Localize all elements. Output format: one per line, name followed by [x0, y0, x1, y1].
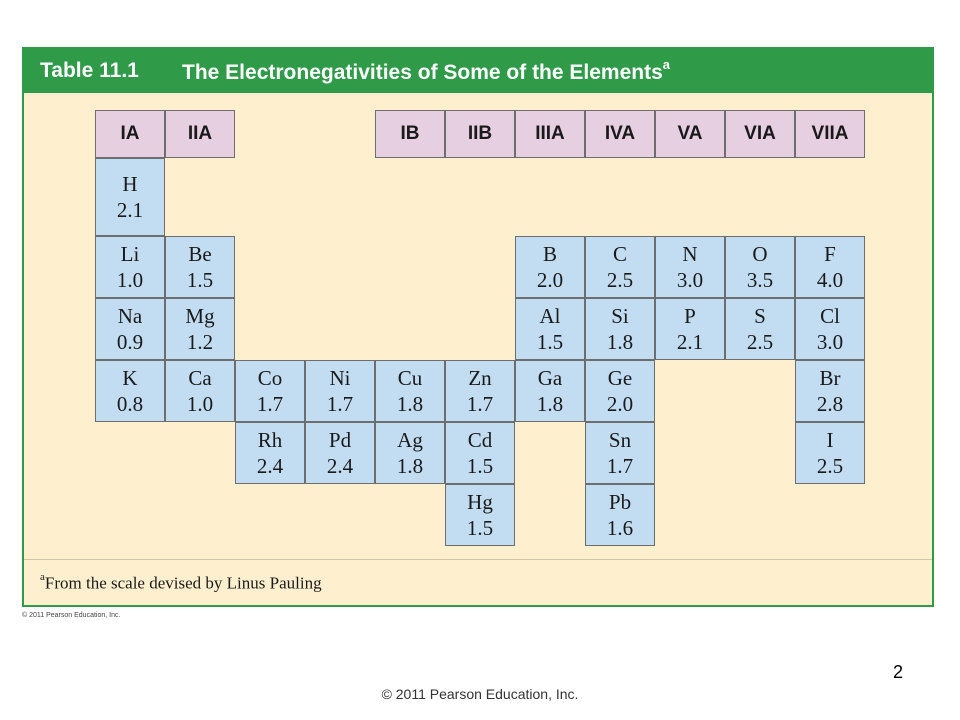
element-symbol: Be	[188, 242, 212, 266]
table-number: Table 11.1	[40, 59, 139, 82]
element-value: 1.6	[606, 516, 634, 540]
element-symbol: P	[684, 304, 696, 328]
element-cell-mg	[165, 298, 235, 360]
element-symbol: Hg	[467, 490, 493, 514]
element-value: 1.5	[466, 454, 494, 478]
small-copyright: © 2011 Pearson Education, Inc.	[22, 612, 121, 619]
element-value: 4.0	[816, 268, 844, 292]
element-cell-o	[725, 236, 795, 298]
element-symbol: Rh	[257, 428, 283, 452]
element-symbol: Pb	[608, 490, 632, 514]
element-value: 1.5	[536, 330, 564, 354]
element-value: 2.1	[116, 198, 144, 222]
table-title-bar	[24, 49, 932, 93]
element-value: 2.4	[326, 454, 354, 478]
table-title	[182, 59, 670, 85]
element-value: 0.8	[116, 392, 144, 416]
element-cell-br	[795, 360, 865, 422]
element-symbol: F	[824, 242, 836, 266]
group-header-iib: IIB	[445, 110, 515, 158]
element-value: 1.5	[466, 516, 494, 540]
group-header-iva: IVA	[585, 110, 655, 158]
element-symbol: Sn	[608, 428, 632, 452]
element-cell-rh	[235, 422, 305, 484]
element-cell-b	[515, 236, 585, 298]
element-cell-ga	[515, 360, 585, 422]
element-cell-hg	[445, 484, 515, 546]
element-symbol: Zn	[468, 366, 492, 390]
element-value: 1.8	[396, 392, 424, 416]
element-cell-cl	[795, 298, 865, 360]
group-header-viia: VIIA	[795, 110, 865, 158]
element-symbol: Ga	[537, 366, 563, 390]
element-cell-cd	[445, 422, 515, 484]
table-title-footnote-mark: a	[662, 57, 671, 72]
element-symbol: N	[682, 242, 698, 266]
element-cell-ca	[165, 360, 235, 422]
element-symbol: Cd	[467, 428, 493, 452]
element-symbol: Pd	[328, 428, 352, 452]
element-value: 1.8	[536, 392, 564, 416]
footnote-text: From the scale devised by Linus Pauling	[44, 573, 322, 593]
element-symbol: Li	[120, 242, 140, 266]
table-title-text: The Electronegativities of Some of the Elements	[182, 61, 663, 84]
footnote	[40, 573, 322, 594]
element-value: 2.0	[536, 268, 564, 292]
element-symbol: H	[122, 172, 138, 196]
bottom-copyright: © 2011 Pearson Education, Inc.	[381, 686, 579, 702]
element-value: 2.5	[606, 268, 634, 292]
element-cell-k	[95, 360, 165, 422]
element-symbol: C	[612, 242, 627, 266]
footnote-mark: a	[40, 571, 45, 583]
element-cell-co	[235, 360, 305, 422]
element-cell-i	[795, 422, 865, 484]
element-symbol: O	[752, 242, 768, 266]
element-symbol: I	[826, 428, 834, 452]
element-cell-li	[95, 236, 165, 298]
element-cell-si	[585, 298, 655, 360]
element-value: 1.7	[606, 454, 634, 478]
element-cell-zn	[445, 360, 515, 422]
group-header-iia: IIA	[165, 110, 235, 158]
element-value: 0.9	[116, 330, 144, 354]
element-cell-al	[515, 298, 585, 360]
element-cell-ni	[305, 360, 375, 422]
element-symbol: Ni	[329, 366, 351, 390]
element-symbol: S	[754, 304, 766, 328]
slide-number: 2	[892, 662, 903, 682]
element-cell-pd	[305, 422, 375, 484]
element-symbol: Na	[117, 304, 143, 328]
element-cell-cu	[375, 360, 445, 422]
element-symbol: Ge	[607, 366, 633, 390]
element-value: 1.7	[326, 392, 354, 416]
element-value: 2.8	[816, 392, 844, 416]
element-value: 3.0	[816, 330, 844, 354]
element-value: 1.0	[186, 392, 214, 416]
element-symbol: B	[542, 242, 557, 266]
element-symbol: Co	[257, 366, 283, 390]
table-frame	[22, 47, 934, 607]
element-cell-h	[95, 158, 165, 236]
element-symbol: Cl	[820, 304, 840, 328]
element-value: 1.7	[256, 392, 284, 416]
element-symbol: Ca	[188, 366, 212, 390]
element-value: 1.7	[466, 392, 494, 416]
element-value: 1.2	[186, 330, 214, 354]
element-cell-f	[795, 236, 865, 298]
element-cell-na	[95, 298, 165, 360]
element-value: 2.5	[746, 330, 774, 354]
group-header-ib: IB	[375, 110, 445, 158]
group-header-va: VA	[655, 110, 725, 158]
group-header-via: VIA	[725, 110, 795, 158]
element-symbol: Mg	[185, 304, 215, 328]
element-value: 2.0	[606, 392, 634, 416]
group-header-ia: IA	[95, 110, 165, 158]
element-value: 3.0	[676, 268, 704, 292]
element-value: 2.5	[816, 454, 844, 478]
group-header-iiia: IIIA	[515, 110, 585, 158]
footnote-divider	[24, 559, 932, 560]
element-cell-s	[725, 298, 795, 360]
element-cell-pb	[585, 484, 655, 546]
element-symbol: K	[122, 366, 138, 390]
element-cell-be	[165, 236, 235, 298]
element-symbol: Si	[611, 304, 629, 328]
element-cell-ag	[375, 422, 445, 484]
element-value: 3.5	[746, 268, 774, 292]
element-value: 2.4	[256, 454, 284, 478]
element-value: 1.0	[116, 268, 144, 292]
element-cell-sn	[585, 422, 655, 484]
element-cell-c	[585, 236, 655, 298]
element-cell-n	[655, 236, 725, 298]
element-value: 1.8	[396, 454, 424, 478]
element-value: 1.5	[186, 268, 214, 292]
element-value: 1.8	[606, 330, 634, 354]
element-value: 2.1	[676, 330, 704, 354]
element-symbol: Al	[539, 304, 561, 328]
element-symbol: Cu	[397, 366, 423, 390]
element-symbol: Ag	[397, 428, 423, 452]
element-symbol: Br	[819, 366, 841, 390]
element-cell-p	[655, 298, 725, 360]
element-cell-ge	[585, 360, 655, 422]
